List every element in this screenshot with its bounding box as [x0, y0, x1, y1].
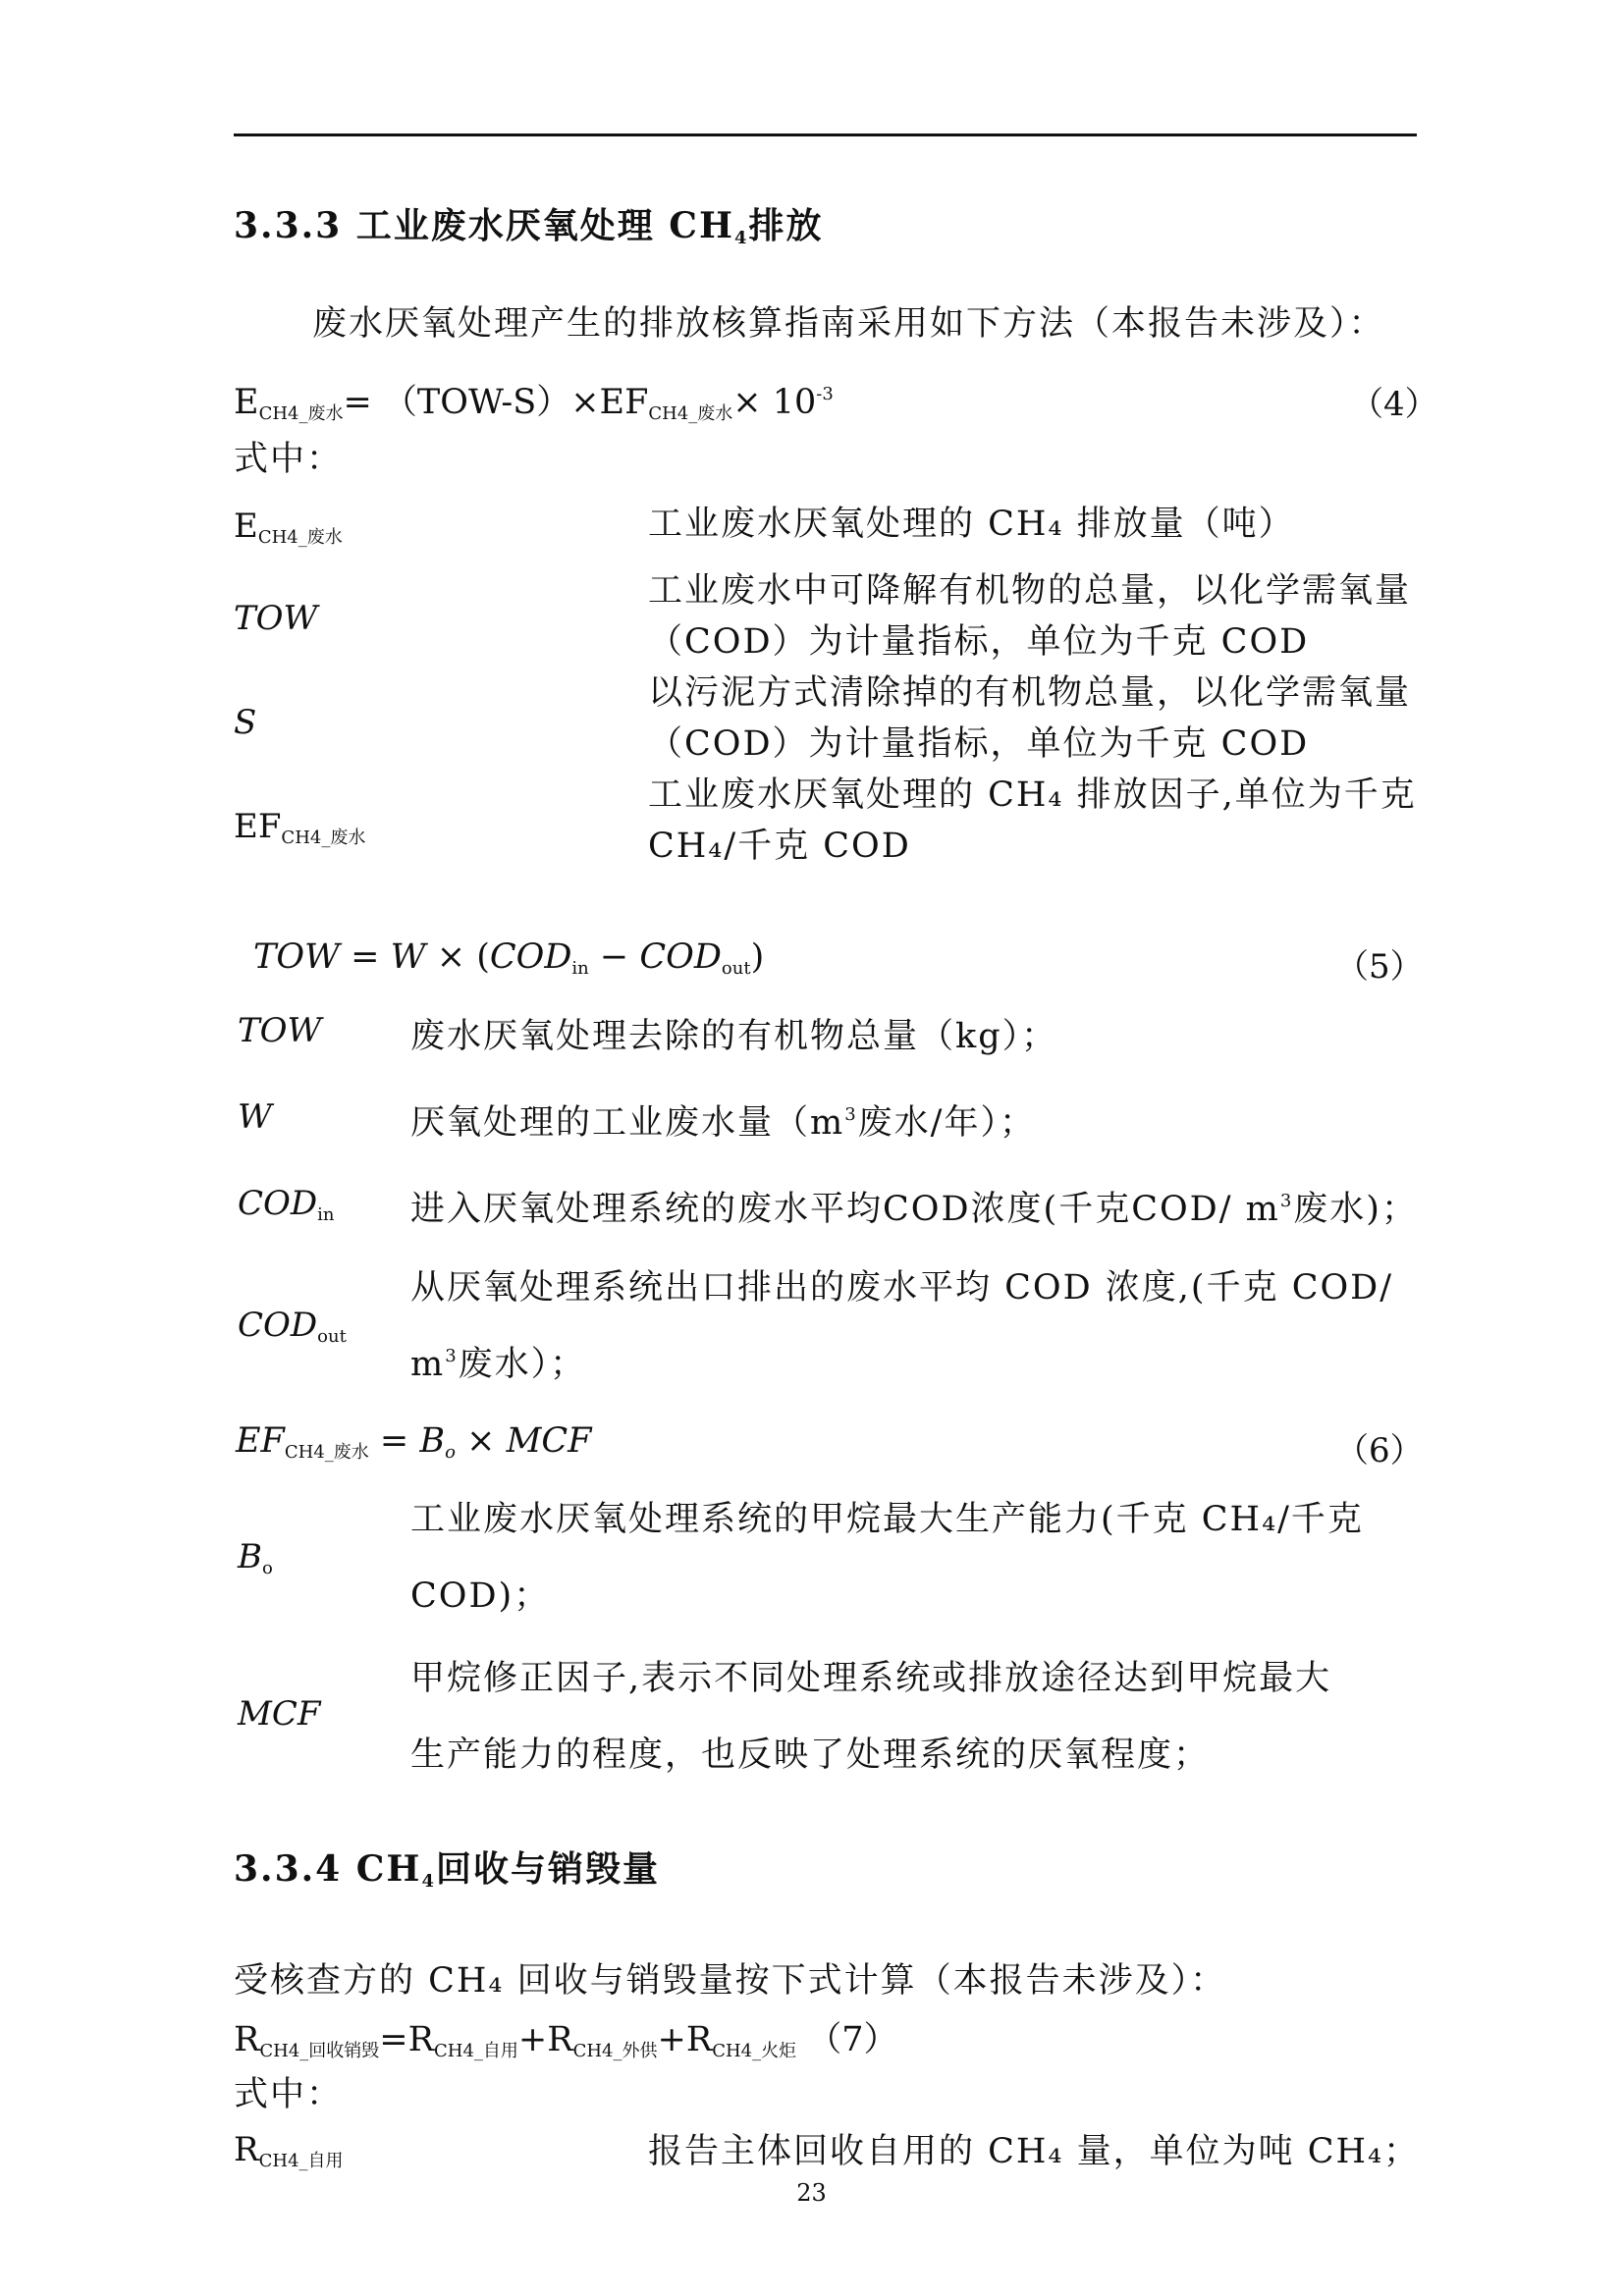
shizhong-label: 式中： [234, 440, 344, 479]
equation-number-4: （4） [1350, 385, 1438, 424]
def-symbol-E: $E_{CH4\_废水}$ [234, 507, 343, 548]
def5-text-COD-in: 进入厌氧处理系统的废水平均COD浓度(千克COD/ $m^3$废水)； [410, 1190, 1418, 1229]
def6-symbol-Bo: $B_o$ [238, 1537, 273, 1578]
def5-symbol-COD-in: $COD_{in}$ [238, 1184, 335, 1225]
def5-text-COD-out-line1: 从厌氧处理系统出口排出的废水平均 COD 浓度,(千克 COD/ [410, 1268, 1394, 1308]
def7-symbol-R: $R_{CH4\_自用}$ [234, 2130, 344, 2171]
equation-4: $E_{CH4\_废水}= (TOW-S)\times EF_{CH4\_废水}\times 10^{-3}$ [234, 383, 834, 424]
def-text-TOW: 工业废水中可降解有机物的总量，以化学需氧量（COD）为计量指标，单位为千克 COD [648, 571, 1412, 662]
intro-paragraph-3-3-4: 受核查方的 CH₄ 回收与销毁量按下式计算（本报告未涉及）： [234, 1961, 1227, 2001]
def6-text-MCF-line1: 甲烷修正因子,表示不同处理系统或排放途径达到甲烷最大 [410, 1659, 1332, 1698]
def5-text-W: 厌氧处理的工业废水量（$m^3$废水/年）； [410, 1103, 1036, 1143]
section-heading-3-3-3: 3.3.3 工业废水厌氧处理 $CH_4$排放 [234, 205, 824, 248]
def7-text-R: 报告主体回收自用的 CH₄ 量，单位为吨 CH₄； [648, 2132, 1421, 2171]
equation-7: $R_{CH4\_回收销毁}=R_{CH4\_自用}+R_{CH4\_外供}+R_{CH4\_火炬}$ （7） [234, 2020, 898, 2061]
def-text-E: 工业废水厌氧处理的 CH₄ 排放量（吨） [648, 505, 1295, 544]
def-text-S: 以污泥方式清除掉的有机物总量，以化学需氧量（COD）为计量指标，单位为千克 COD [648, 673, 1412, 764]
intro-paragraph: 废水厌氧处理产生的排放核算指南采用如下方法（本报告未涉及）： [312, 304, 1385, 344]
equation-number-5: （5） [1335, 947, 1424, 987]
def-symbol-S: S [234, 703, 257, 742]
def5-text-TOW: 废水厌氧处理去除的有机物总量（kg）； [410, 1017, 1058, 1056]
def6-text-Bo-line1: 工业废水厌氧处理系统的甲烷最大生产能力(千克 CH₄/千克 [410, 1500, 1364, 1539]
section-heading-3-3-4: 3.3.4 $CH_4$回收与销毁量 [234, 1848, 660, 1892]
def5-symbol-TOW: TOW [238, 1011, 322, 1050]
def6-text-MCF-line2: 生产能力的程度，也反映了处理系统的厌氧程度； [410, 1735, 1211, 1775]
page-number: 23 [796, 2179, 827, 2207]
equation-5: TOW = $W \times (COD_{in} - COD_{out})$ [253, 937, 765, 979]
def-symbol-EF: $EF_{CH4\_废水}$ [234, 807, 366, 848]
def5-symbol-COD-out: $COD_{out}$ [238, 1306, 347, 1347]
def-symbol-TOW: TOW [234, 599, 318, 638]
header-rule [234, 133, 1417, 136]
equation-number-6: （6） [1335, 1431, 1424, 1470]
def6-text-Bo-line2: COD)； [410, 1576, 551, 1616]
def-text-EF: 工业废水厌氧处理的 CH₄ 排放因子,单位为千克 CH₄/千克 COD [648, 775, 1417, 866]
def5-symbol-W: W [238, 1097, 272, 1137]
shizhong-label-2: 式中： [234, 2075, 344, 2114]
def5-text-COD-out-line2: $m^3$废水）； [410, 1345, 587, 1384]
equation-6: $EF_{CH4\_废水} = B_o$ × MCF [236, 1421, 592, 1463]
def6-symbol-MCF: MCF [238, 1694, 321, 1734]
